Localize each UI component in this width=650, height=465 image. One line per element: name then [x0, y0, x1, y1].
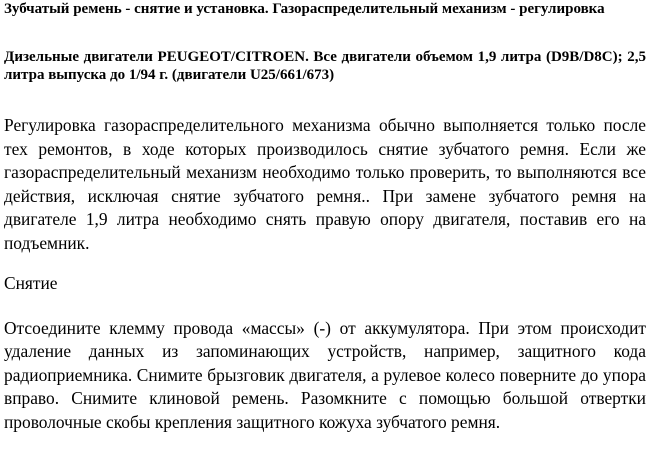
intro-paragraph: Регулировка газораспределительного механизма обычно выполняется только после тех ремонтов, в ходе которых производилось снятие зубчатого ремня. Если же газораспределительный механизм необходимо только проверить, то выполняются все действия, исключая снятие зубчатого ремня.. При замене зубчатого ремня на двигателе 1,9 литра необходимо снять правую опору двигателя, поставив его на подъемник.: [4, 115, 646, 253]
document-title: Зубчатый ремень - снятие и установка. Газораспределительный механизм - регулировка: [4, 1, 605, 17]
section-heading-removal: Снятие: [4, 273, 58, 293]
removal-paragraph: Отсоедините клемму провода «массы» (-) от аккумулятора. При этом происходит удаление данных из запоминающих устройств, например, защитного кода радиоприемника. Снимите брызговик двигателя, а рулевое колесо поверните до упора вправо. Снимите клиновой ремень. Разомкните с помощью большой отвертки проволочные скобы крепления защитного кожуха зубчатого ремня.: [4, 317, 646, 432]
document-subtitle: Дизельные двигатели PEUGEOT/CITROEN. Все двигатели объемом 1,9 литра (D9B/D8C); 2,5 литра выпуска до 1/94 г. (двигатели U25/661/673): [4, 49, 646, 83]
document-page: [4, 0, 646, 434]
